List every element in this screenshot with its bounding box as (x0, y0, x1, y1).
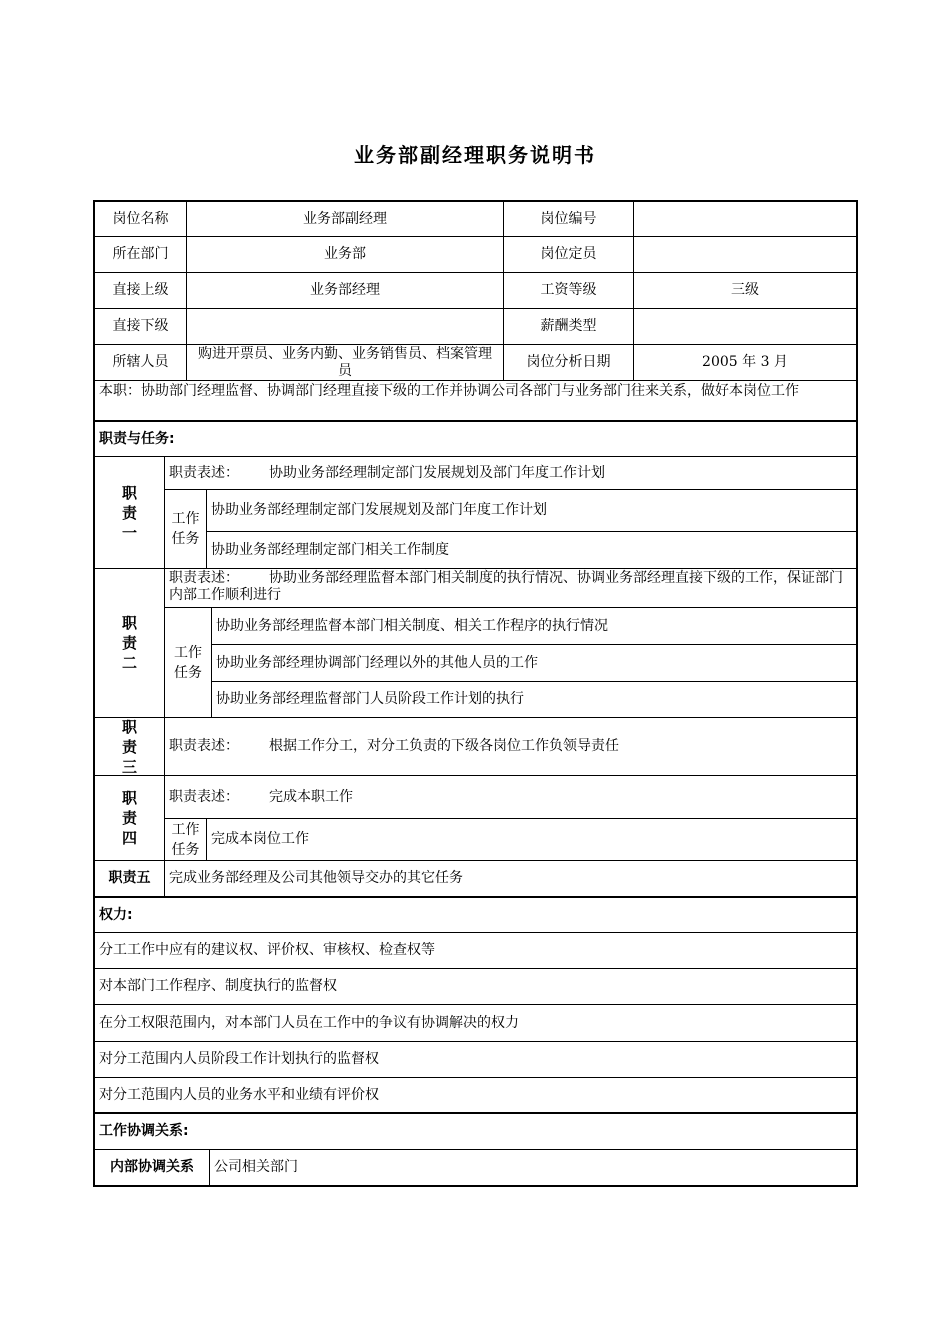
job-summary: 本职：协助部门经理监督、协调部门经理直接下级的工作并协调公司各部门与业务部门往来关系，做好本岗位工作 (95, 381, 856, 422)
duty-label (95, 569, 165, 718)
authority-item: 对分工范围内人员的业务水平和业绩有评价权 (95, 1078, 856, 1114)
basic-value: 业务部经理 (187, 273, 504, 309)
task-label-line: 工作 (171, 511, 200, 527)
duty-label-char: 职 (121, 718, 137, 736)
task-item: 协助业务部经理制定部门发展规划及部门年度工作计划 (207, 490, 856, 532)
task-label-line: 工作 (174, 644, 202, 661)
duty-label (95, 718, 165, 776)
duty-description (165, 569, 856, 608)
task-item: 协助业务部经理制定部门相关工作制度 (207, 532, 856, 569)
document-title: 业务部副经理职务说明书 (354, 143, 596, 167)
job-description-table (93, 200, 858, 1187)
task-label-line: 任务 (171, 841, 200, 858)
duty-label-char: 四 (121, 829, 137, 847)
duty-block-4 (93, 776, 858, 861)
duty-label (95, 457, 165, 569)
basic-label: 直接上级 (95, 273, 187, 309)
basic-value (634, 309, 856, 345)
basic-info-block (93, 200, 858, 381)
basic-label: 薪酬类型 (504, 309, 634, 345)
basic-value: 购进开票员、业务内勤、业务销售员、档案管理员 (187, 345, 504, 381)
basic-label: 所辖人员 (95, 345, 187, 381)
task-label-line: 工作 (171, 821, 200, 838)
authority-item: 在分工权限范围内，对本部门人员在工作中的争议有协调解决的权力 (95, 1005, 856, 1042)
summary-block (93, 381, 858, 422)
duty-label-char: 责 (121, 634, 137, 652)
duty-label-char: 职 (121, 789, 137, 807)
internal-relations-label: 内部协调关系 (95, 1150, 210, 1187)
duties-heading: 职责与任务: (95, 422, 856, 457)
task-item: 协助业务部经理协调部门经理以外的其他人员的工作 (212, 645, 856, 682)
task-label (165, 608, 212, 718)
duty-block-5 (93, 861, 858, 898)
basic-label: 岗位分析日期 (504, 345, 634, 381)
duty-desc-text: 根据工作分工，对分工负责的下级各岗位工作负领导责任 (269, 738, 619, 754)
duty-block-3 (93, 718, 858, 776)
duty-description: 完成业务部经理及公司其他领导交办的其它任务 (165, 861, 856, 898)
basic-value (634, 237, 856, 273)
duty-block-1 (93, 457, 858, 569)
duty-label: 职责五 (95, 861, 165, 898)
duty-desc-text: 协助业务部经理监督本部门相关制度的执行情况、协调业务部经理直接下级的工作，保证部门内部工作顺利进行 (169, 570, 843, 603)
duty-desc-text: 完成本职工作 (269, 788, 353, 805)
task-item: 协助业务部经理监督部门人员阶段工作计划的执行 (212, 682, 856, 718)
task-item: 协助业务部经理监督本部门相关制度、相关工作程序的执行情况 (212, 608, 856, 645)
duty-label-char: 职 (121, 483, 137, 502)
task-item: 完成本岗位工作 (207, 819, 856, 861)
basic-value: 业务部 (187, 237, 504, 273)
duty-desc-label: 职责表述： (169, 464, 239, 481)
task-label (165, 490, 207, 569)
basic-label: 岗位名称 (95, 202, 187, 237)
basic-value: 三级 (634, 273, 856, 309)
authority-heading: 权力: (95, 898, 856, 933)
duty-label-char: 二 (121, 654, 137, 672)
duty-label-char: 三 (121, 757, 137, 776)
duty-label (95, 776, 165, 861)
duty-label-char: 一 (121, 523, 137, 542)
authority-block (93, 898, 858, 1114)
relations-heading: 工作协调关系: (95, 1114, 856, 1150)
duty-label-char: 责 (121, 503, 137, 522)
authority-item: 分工工作中应有的建议权、评价权、审核权、检查权等 (95, 933, 856, 969)
relations-block (93, 1114, 858, 1187)
authority-item: 对本部门工作程序、制度执行的监督权 (95, 969, 856, 1005)
duty-desc-label: 职责表述： (169, 788, 239, 805)
basic-label: 直接下级 (95, 309, 187, 345)
basic-value: 业务部副经理 (187, 202, 504, 237)
basic-value (634, 202, 856, 237)
basic-label: 岗位编号 (504, 202, 634, 237)
basic-value (187, 309, 504, 345)
duty-label-char: 职 (121, 614, 137, 632)
duty-label-char: 责 (121, 737, 137, 756)
duty-description (165, 776, 856, 819)
basic-label: 岗位定员 (504, 237, 634, 273)
task-label-line: 任务 (171, 531, 200, 547)
duty-block-2 (93, 569, 858, 718)
duty-label-char: 责 (121, 809, 137, 827)
duty-desc-label: 职责表述： (169, 738, 239, 754)
internal-relations-value: 公司相关部门 (210, 1150, 856, 1187)
basic-label: 工资等级 (504, 273, 634, 309)
duty-description (165, 718, 856, 776)
duty-description (165, 457, 856, 490)
duty-desc-label: 职责表述： (169, 570, 239, 586)
task-label (165, 819, 207, 861)
basic-value: 2005 年 3 月 (634, 345, 856, 381)
basic-label: 所在部门 (95, 237, 187, 273)
duty-desc-text: 协助业务部经理制定部门发展规划及部门年度工作计划 (269, 464, 605, 481)
duties-heading-block (93, 422, 858, 457)
task-label-line: 任务 (174, 664, 202, 681)
authority-item: 对分工范围内人员阶段工作计划执行的监督权 (95, 1042, 856, 1078)
